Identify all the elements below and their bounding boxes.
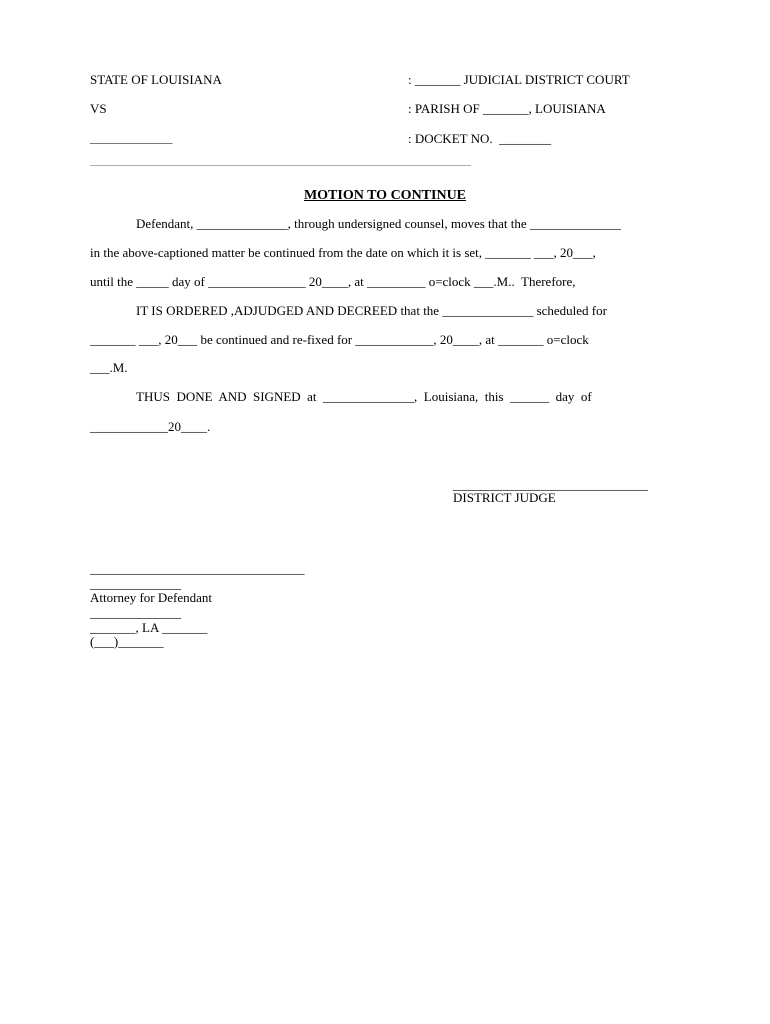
body-line-5: _______ ___, 20___ be continued and re-fixed for ____________, 20____, at _______ o=clock: [90, 332, 589, 347]
body-line-4: IT IS ORDERED ,ADJUDGED AND DECREED that the ______________ scheduled for: [136, 303, 607, 318]
body-line-2: in the above-captioned matter be continued from the date on which it is set, _______ ___, 20___,: [90, 245, 596, 260]
attorney-blank-line: ______________: [90, 576, 181, 591]
caption-court: : _______ JUDICIAL DISTRICT COURT: [408, 72, 630, 87]
caption-party-blank: _______________: [90, 133, 173, 145]
body-line-6: ___.M.: [90, 360, 128, 375]
body-line-3: until the _____ day of _______________ 20____, at _________ o=clock ___.M.. Therefore,: [90, 274, 576, 289]
judge-label: DISTRICT JUDGE: [453, 490, 556, 505]
attorney-city-line: _______, LA _______: [90, 620, 208, 635]
caption-docket: : DOCKET NO. ________: [408, 131, 552, 146]
document-title: MOTION TO CONTINUE: [303, 188, 467, 203]
body-line-7: THUS DONE AND SIGNED at ______________, Louisiana, this ______ day of: [136, 389, 592, 404]
judge-signature-line: ______________________________: [453, 477, 648, 492]
caption-vs: VS: [90, 101, 107, 116]
caption-parish: : PARISH OF _______, LOUISIANA: [408, 101, 606, 116]
attorney-label: Attorney for Defendant: [90, 590, 213, 605]
caption-separator: _______________________________________________________________________________________________________________________________: [90, 161, 471, 167]
attorney-signature-line: _________________________________: [90, 561, 305, 576]
caption-state: STATE OF LOUISIANA: [90, 72, 222, 87]
attorney-phone-line: (___)_______: [90, 634, 164, 649]
body-line-8: ____________20____.: [90, 419, 211, 434]
attorney-address-line: ______________: [90, 605, 181, 620]
body-line-1: Defendant, ______________, through undersigned counsel, moves that the ______________: [136, 216, 621, 231]
